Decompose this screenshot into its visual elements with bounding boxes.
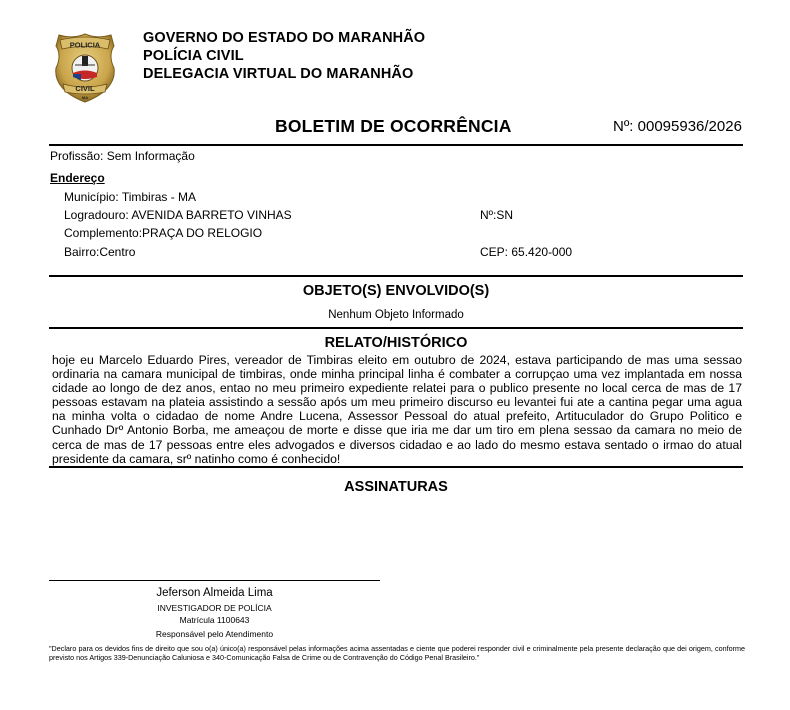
signer-role: INVESTIGADOR DE POLÍCIA xyxy=(157,603,272,613)
logradouro-value: AVENIDA BARRETO VINHAS xyxy=(131,208,292,222)
municipio-value: Timbiras - MA xyxy=(121,190,197,204)
header-delegacia: DELEGACIA VIRTUAL DO MARANHÃO xyxy=(143,66,414,82)
bairro-row xyxy=(64,245,135,259)
numero-row xyxy=(480,208,513,222)
document-title: BOLETIM DE OCORRÊNCIA xyxy=(275,116,512,136)
bairro-value: Centro xyxy=(99,245,136,259)
relato-text: hoje eu Marcelo Eduardo Pires, vereador de Timbiras eleito em outubro de 2024, estava participando de mas uma sessao ordinaria na camara municipal de timbiras, onde minha principal linha é combater a corrupçao uma vez implantada em nossa cidade ao longo de dez anos, entao no meu primeiro expediente relatei para o publico presente no local cerca de mas de 17 pessoas estavam na plateia assistindo a sessão após um meu primeiro discurso eu levantei fui ate a cantina pegar uma agua na minha volta o cidadao de nome Andre Lucena, Assessor Pessoal do atual prefeito, Artituculador do Grupo Politico e Cunhado Drº Antonio Borba, me ameaçou de morte e disse que iria me dar um tiro em plena sessao da camara no meio de cerca de mas de 17 pessoas entre eles advogados e diversos cidadao e ao lado do mesmo estava sentado o irmao do atual presidente da camara, srº natinho como é conhecido! xyxy=(52,353,742,466)
numero-label: Nº: xyxy=(480,208,497,222)
municipio-row xyxy=(64,190,196,204)
municipio-label: Município: xyxy=(64,190,119,204)
svg-text:MA: MA xyxy=(81,95,89,100)
header-police: POLÍCIA CIVIL xyxy=(143,48,244,64)
police-badge-icon xyxy=(54,32,116,104)
signer-responsavel: Responsável pelo Atendimento xyxy=(155,629,274,639)
divider xyxy=(49,275,743,277)
signature-line xyxy=(49,580,380,581)
svg-text:CIVIL: CIVIL xyxy=(75,84,95,93)
endereco-heading: Endereço xyxy=(50,171,105,185)
objetos-heading: OBJETO(S) ENVOLVIDO(S) xyxy=(302,283,490,299)
logradouro-row xyxy=(64,208,292,222)
objetos-value: Nenhum Objeto Informado xyxy=(328,309,464,321)
assinaturas-heading: ASSINATURAS xyxy=(344,479,448,495)
svg-text:POLICIA: POLICIA xyxy=(69,40,101,50)
profissao-row xyxy=(50,149,195,163)
bairro-label: Bairro: xyxy=(64,245,100,259)
complemento-row xyxy=(64,226,262,240)
logradouro-label: Logradouro: xyxy=(64,208,129,222)
profissao-label: Profissão: xyxy=(50,149,104,163)
cep-row xyxy=(480,245,572,259)
signer-name: Jeferson Almeida Lima xyxy=(156,587,273,599)
divider xyxy=(49,327,743,329)
profissao-value: Sem Informação xyxy=(106,149,195,163)
numero-value: SN xyxy=(496,208,514,222)
document-number: Nº: 00095936/2026 xyxy=(613,118,742,135)
complemento-value: PRAÇA DO RELOGIO xyxy=(142,226,263,240)
complemento-label: Complemento: xyxy=(64,226,143,240)
cep-label: CEP: xyxy=(480,245,509,259)
header-government: GOVERNO DO ESTADO DO MARANHÃO xyxy=(143,30,426,46)
divider xyxy=(49,144,743,146)
declaration-text: "Declaro para os devidos fins de direito que sou o(a) único(a) responsável pelas informações acima assentadas e ciente que poderei responder civil e criminalmente pela presente declaração que dei origem, conforme previsto nos Artigos 339-Denunciação Caluniosa e 340-Comunicação Falsa de Crime ou de Contravenção do Código Penal Brasileiro." xyxy=(49,644,745,662)
signer-matricula: Matrícula 1100643 xyxy=(179,615,250,625)
cep-value: 65.420-000 xyxy=(511,245,573,259)
relato-heading: RELATO/HISTÓRICO xyxy=(324,335,468,351)
divider xyxy=(49,466,743,468)
